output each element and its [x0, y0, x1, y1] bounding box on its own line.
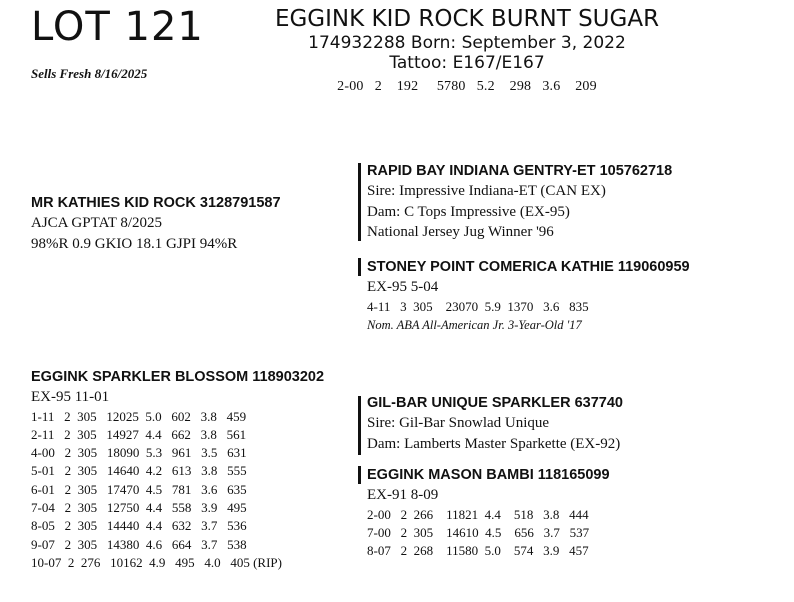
sire-dam-block: [367, 258, 690, 334]
dam-dam-classification: EX-91 8-09: [367, 487, 439, 503]
dam-record-row: 2-11 2 305 14927 4.4 662 3.8 561: [31, 426, 247, 442]
sire-dam-title: STONEY POINT COMERICA KATHIE 119060959: [367, 259, 690, 275]
pedigree-bracket: [358, 466, 361, 484]
dam-record-row: 1-11 2 305 12025 5.0 602 3.8 459: [31, 408, 247, 424]
dam-dam-title: EGGINK MASON BAMBI 118165099: [367, 467, 610, 483]
dam-record-row: 5-01 2 305 14640 4.2 613 3.8 555: [31, 463, 247, 479]
dam-dam-record-row: 2-00 2 266 11821 4.4 518 3.8 444: [367, 506, 589, 522]
sire-line: AJCA GPTAT 8/2025: [31, 215, 163, 231]
animal-tattoo: Tattoo: E167/E167: [389, 53, 545, 73]
dam-sire-line: Sire: Gil-Bar Snowlad Unique: [367, 415, 550, 431]
pedigree-bracket: [358, 258, 361, 276]
sire-dam-note: Nom. ABA All-American Jr. 3-Year-Old '17: [367, 317, 582, 332]
animal-name: EGGINK KID ROCK BURNT SUGAR: [274, 6, 660, 32]
pedigree-bracket: [358, 396, 361, 455]
sire-line: 98%R 0.9 GKIO 18.1 GJPI 94%R: [31, 235, 238, 252]
sire-sire-title: RAPID BAY INDIANA GENTRY-ET 105762718: [367, 163, 673, 179]
dam-record-row: 10-07 2 276 10162 4.9 495 4.0 405 (RIP): [31, 554, 282, 570]
sire-sire-line: National Jersey Jug Winner '96: [367, 224, 554, 240]
animal-header: [252, 6, 682, 95]
dam-dam-block: [367, 466, 610, 560]
pedigree-bracket: [358, 163, 361, 241]
sire-dam-classification: EX-95 5-04: [367, 279, 439, 295]
sire-title: MR KATHIES KID ROCK 3128791587: [31, 195, 281, 211]
dam-sire-line: Dam: Lamberts Master Sparkette (EX-92): [367, 435, 621, 452]
dam-record-row: 7-04 2 305 12750 4.4 558 3.9 495: [31, 499, 247, 515]
dam-record-row: 8-05 2 305 14440 4.4 632 3.7 536: [31, 518, 247, 534]
dam-sire-block: [367, 394, 623, 454]
sells-fresh-note: Sells Fresh 8/16/2025: [31, 66, 148, 81]
sire-sire-line: Sire: Impressive Indiana-ET (CAN EX): [367, 183, 606, 199]
dam-block: [31, 368, 324, 572]
sire-sire-block: [367, 162, 672, 243]
dam-dam-record-row: 8-07 2 268 11580 5.0 574 3.9 457: [367, 543, 589, 559]
dam-record-row: 6-01 2 305 17470 4.5 781 3.6 635: [31, 481, 247, 497]
dam-classification: EX-95 11-01: [31, 389, 110, 405]
lot-number: LOT 121: [31, 4, 204, 50]
sire-dam-record: 4-11 3 305 23070 5.9 1370 3.6 835: [367, 298, 589, 314]
animal-registration-born: 174932288 Born: September 3, 2022: [308, 33, 626, 53]
dam-record-row: 9-07 2 305 14380 4.6 664 3.7 538: [31, 536, 247, 552]
dam-record-row: 4-00 2 305 18090 5.3 961 3.5 631: [31, 445, 247, 461]
sire-sire-line: Dam: C Tops Impressive (EX-95): [367, 203, 570, 220]
dam-dam-record-row: 7-00 2 305 14610 4.5 656 3.7 537: [367, 524, 590, 540]
dam-title: EGGINK SPARKLER BLOSSOM 118903202: [31, 369, 325, 385]
animal-production-record: 2-00 2 192 5780 5.2 298 3.6 209: [337, 79, 597, 94]
sire-block: [31, 194, 281, 254]
dam-sire-title: GIL-BAR UNIQUE SPARKLER 637740: [367, 395, 623, 411]
